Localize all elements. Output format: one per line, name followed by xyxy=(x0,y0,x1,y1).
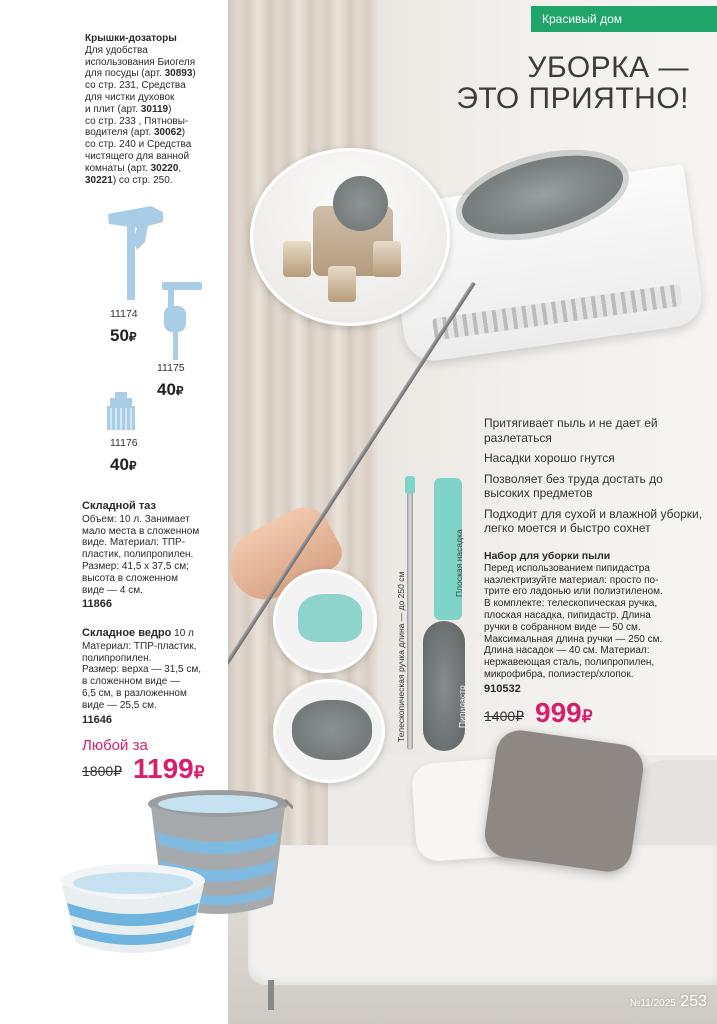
lids-line: Для удобства xyxy=(85,44,148,56)
bucket-line: в сложенном виде — xyxy=(82,676,181,688)
lids-line: и плит (арт. 30119) xyxy=(85,103,172,115)
title-line-1: УБОРКА — xyxy=(527,51,689,84)
lids-line: использования Биогеля xyxy=(85,56,196,68)
feature-item: Подходит для сухой и влажной уборки, легко моется и быстро сохнет xyxy=(484,506,703,535)
bucket-line: 6,5 см, в разложенном xyxy=(82,687,187,699)
set-line: микрофибра, полиэстер/хлопок. xyxy=(484,668,634,680)
sofa-leg xyxy=(268,980,274,1010)
feature-item: Притягивает пыль и не дает ей разлетаться xyxy=(484,416,658,445)
pump-dispenser-icon xyxy=(158,280,206,360)
lid-2-art: 11175 xyxy=(157,362,185,374)
lids-line: со стр. 231, Средства xyxy=(85,80,186,92)
lids-line: для посуды (арт. 30893) xyxy=(85,68,196,80)
duster-label: Пипидастр xyxy=(457,685,467,728)
duster-bubble xyxy=(273,679,385,783)
lid-1-art: 11174 xyxy=(110,308,138,320)
page-number: 253 xyxy=(680,993,707,1010)
set-line: Максимальная длина ручки — 250 см. xyxy=(484,633,663,645)
flat-attachment-bubble xyxy=(273,569,377,673)
pole-label: Телескопическая ручка длина — до 250 см xyxy=(396,571,406,742)
lid-2-price: 40₽ xyxy=(157,380,184,399)
basin-line: виде. Материал: ТПР- xyxy=(82,537,186,549)
page-title xyxy=(456,52,689,114)
set-line: трите его ладонью или полиэтиленом. xyxy=(484,586,663,598)
lids-line: со стр. 240 и Средства xyxy=(85,139,192,151)
basin-line: Размер: 41,5 х 37,5 см; xyxy=(82,560,189,572)
page-footer xyxy=(630,993,707,1011)
any-old-price: 1800₽ xyxy=(82,763,123,779)
bucket-line: Материал: ТПР-пластик, xyxy=(82,640,197,652)
chandelier-lamp xyxy=(373,241,401,277)
flat-attachment-label: Плоская насадка xyxy=(454,529,464,597)
cleaning-set-code: 910532 xyxy=(484,682,521,695)
set-line: Длина насадок — 40 см. Материал: xyxy=(484,645,650,657)
duster-icon xyxy=(333,176,388,231)
lids-line: со стр. 233 , Пятновы- xyxy=(85,115,189,127)
basin-line: мало места в сложенном xyxy=(82,525,200,537)
set-line: Перед использованием пипидастра xyxy=(484,562,650,574)
bucket-line: виде — 25,5 см. xyxy=(82,699,157,711)
bucket-code: 11646 xyxy=(82,713,112,726)
features-list xyxy=(484,416,706,542)
lids-line: водителя (арт. 30062) xyxy=(85,127,186,139)
lids-line: 30221) со стр. 250. xyxy=(85,174,173,186)
bucket-description xyxy=(82,628,227,726)
sofa-seat xyxy=(248,845,717,985)
chandelier-bubble xyxy=(250,148,450,326)
lid-3-art: 11176 xyxy=(110,437,138,449)
basin-description xyxy=(82,501,227,611)
set-old-price: 1400₽ xyxy=(484,708,525,724)
bucket-line: Размер: верха — 31,5 см, xyxy=(82,664,202,676)
lids-line: чистящего для ванной xyxy=(85,150,190,162)
basin-line: высота в сложенном xyxy=(82,572,178,584)
basin-line: пластик, полипропилен. xyxy=(82,549,194,561)
flat-attachment-icon xyxy=(298,594,362,642)
set-line: плоская насадка, пипидастр. Длина xyxy=(484,609,651,621)
lids-line: для чистки духовок xyxy=(85,91,175,103)
basin-title: Складной таз xyxy=(82,500,156,512)
basin-line: Объем: 10 л. Занимает xyxy=(82,513,190,525)
chandelier-lamp xyxy=(283,241,311,277)
basin-code: 11866 xyxy=(82,598,112,611)
product-pole-cap xyxy=(405,476,415,494)
product-pole xyxy=(407,478,413,750)
bucket-title: Складное ведро 10 л xyxy=(82,627,194,639)
bucket-line: полипропилен. xyxy=(82,652,152,664)
lids-description xyxy=(85,33,225,186)
set-line: нержавеющая сталь, полипропилен, xyxy=(484,657,655,669)
folding-basin-image xyxy=(58,863,208,958)
set-line: наэлектризуйте материал: просто по- xyxy=(484,574,659,586)
set-new-price: 999₽ xyxy=(535,697,593,728)
set-line: В комплекте: телескопическая ручка, xyxy=(484,598,658,610)
any-new-price: 1199₽ xyxy=(133,753,205,784)
lid-1-price: 50₽ xyxy=(110,326,137,345)
lids-title: Крышки-дозаторы xyxy=(85,33,177,44)
set-line: ручки в собранном виде — 50 см. xyxy=(484,621,641,633)
feature-item: Позволяет без труда достать до высоких предметов xyxy=(484,471,663,500)
feature-item: Насадки хорошо гнутся xyxy=(484,451,615,465)
category-tab: Красивый дом xyxy=(531,6,717,32)
basin-line: виде — 4 см. xyxy=(82,584,143,596)
issue-number: №11/2025 xyxy=(629,998,676,1009)
grey-pillow xyxy=(482,727,646,874)
cleaning-set-description xyxy=(484,551,712,696)
duster-icon xyxy=(292,700,372,760)
lid-3-price: 40₽ xyxy=(110,455,137,474)
any-for-label: Любой за xyxy=(82,737,148,754)
cleaning-set-title: Набор для уборки пыли xyxy=(484,550,611,562)
dispenser-cap-icon xyxy=(107,392,135,430)
title-line-2: ЭТО ПРИЯТНО! xyxy=(456,82,689,115)
lids-line: комнаты (арт. 30220, xyxy=(85,162,182,174)
chandelier-lamp xyxy=(328,266,356,302)
